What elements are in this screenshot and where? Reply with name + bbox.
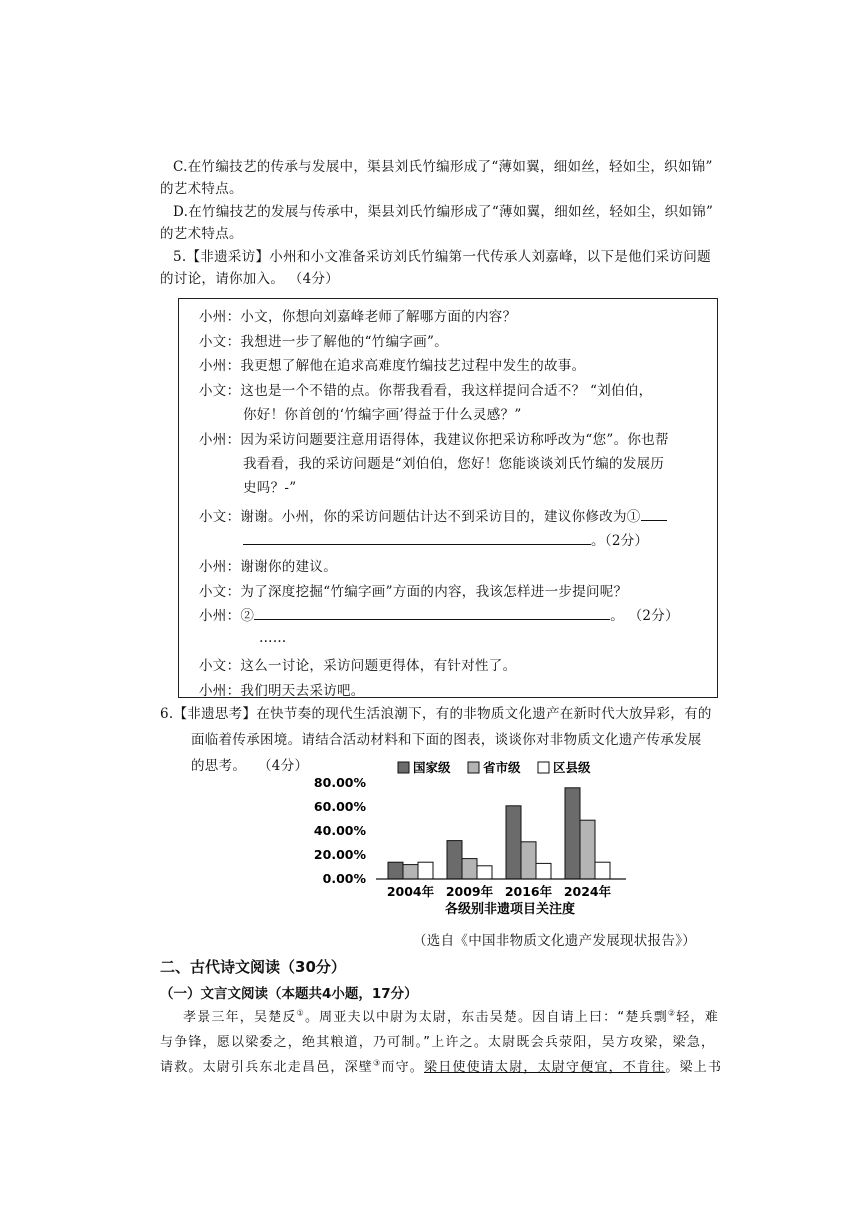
text: 孝景三年，吴楚反 — [183, 1010, 297, 1025]
classical-text-line3 — [160, 1056, 722, 1075]
option-c-line1: C.在竹编技艺的传承与发展中，渠县刘氏竹编形成了“薄如翼，细如丝，轻如尘，织如锦” — [173, 159, 713, 175]
dialog-line: 我看看，我的采访问题是“刘伯伯，您好！您能谈谈刘氏竹编的发展历 — [243, 456, 665, 472]
footnote-mark: ① — [296, 1008, 305, 1018]
classical-text-line1 — [183, 1006, 719, 1025]
dialog-line: 小文：为了深度挖掘“竹编字画”方面的内容，我该怎样进一步提问呢？ — [199, 584, 628, 600]
legend-label: 区县级 — [553, 760, 591, 775]
dialog-line: 小文：这么一讨论，采访问题更得体，有针对性了。 — [199, 658, 517, 674]
bar — [521, 842, 536, 879]
dialog-line: 小文：我想进一步了解他的“竹编字画”。 — [199, 334, 449, 350]
y-tick-label: 60.00% — [313, 799, 366, 814]
underlined-sentence: 梁日使使请太尉，太尉守便宜，不肯往 — [424, 1060, 666, 1075]
x-tick-label: 2004年 — [386, 884, 435, 899]
bar — [506, 806, 521, 879]
dialog-line: 小州：我们明天去采访吧。 — [199, 683, 365, 699]
section-title: 二、古代诗文阅读（30分） — [160, 958, 346, 976]
text: 而守。 — [381, 1060, 424, 1075]
dialog-line: 小州：因为采访问题要注意用语得体，我建议你把采访称呼改为“您”。你也帮 — [199, 432, 669, 448]
chart-source: （选自《中国非物质文化遗产发展现状报告》） — [413, 933, 697, 949]
option-c-line2: 的艺术特点。 — [160, 181, 243, 197]
dialog-line: 小州：我更想了解他在追求高难度竹编技艺过程中发生的故事。 — [199, 358, 586, 374]
q6-points: （4分） — [258, 758, 309, 774]
dialog-line: 小文：这也是一个不错的点。你帮我看看，我这样提问合适不？ “刘伯伯， — [199, 383, 653, 399]
x-axis-labels — [387, 884, 612, 899]
bar-chart — [300, 755, 640, 925]
q6-line1: 6.【非遗思考】在快节奏的现代生活浪潮下，有的非物质文化遗产在新时代大放异彩，有的 — [160, 706, 712, 722]
text: 请救。太尉引兵东北走昌邑，深壁 — [160, 1060, 374, 1075]
x-tick-label: 2016年 — [504, 884, 553, 899]
text: 。梁上书 — [665, 1060, 723, 1075]
y-tick-label: 80.00% — [313, 775, 366, 790]
text: 轻，难 — [676, 1010, 719, 1025]
dialog-line — [243, 529, 648, 549]
q6-line3: 的思考。 — [191, 758, 247, 774]
dialog-line: 小州：谢谢你的建议。 — [199, 559, 337, 575]
y-tick-label: 40.00% — [313, 823, 366, 838]
chart-legend — [398, 760, 591, 775]
bar — [477, 866, 492, 879]
answer-blank-1b[interactable] — [243, 530, 591, 545]
y-tick-label: 20.00% — [313, 847, 366, 862]
classical-text-line2: 与争锋，愿以梁委之，绝其粮道，乃可制。”上许之。太尉既会兵荥阳，吴方攻梁，梁急， — [160, 1035, 716, 1050]
chart-bars — [388, 788, 610, 879]
legend-label: 国家级 — [413, 760, 451, 775]
dialog-ellipsis: …… — [259, 630, 287, 646]
footnote-mark: ② — [667, 1008, 677, 1018]
bar — [403, 865, 418, 879]
dialog-text: 。 （2分） — [610, 608, 679, 624]
dialog-line: 小州：小文，你想向刘嘉峰老师了解哪方面的内容？ — [199, 309, 517, 325]
legend-swatch — [468, 762, 479, 773]
y-axis-ticks — [314, 775, 367, 886]
dialog-line — [199, 505, 667, 525]
chart-title: 各级别非遗项目关注度 — [444, 902, 576, 917]
bar — [536, 863, 551, 879]
answer-blank-2[interactable] — [254, 605, 610, 620]
dialog-line: 你好！你首创的‘竹编字画’得益于什么灵感？” — [243, 407, 522, 423]
bar — [447, 841, 462, 879]
legend-label: 省市级 — [483, 760, 521, 775]
text: 。周亚夫以中尉为太尉，东击吴楚。因自请上曰：“楚兵剽 — [304, 1010, 668, 1025]
option-d-line1: D.在竹编技艺的发展与传承中，渠县刘氏竹编形成了“薄如翼，细如丝，轻如尘，织如锦” — [173, 204, 714, 220]
bar — [388, 862, 403, 879]
bar — [418, 862, 433, 879]
legend-swatch — [398, 762, 409, 773]
q5-line2: 的讨论，请你加入。 （4分） — [160, 271, 340, 287]
option-d-line2: 的艺术特点。 — [160, 226, 243, 242]
footnote-mark: ③ — [373, 1058, 382, 1068]
x-tick-label: 2009年 — [445, 884, 494, 899]
dialog-line — [199, 604, 679, 624]
answer-blank-1a[interactable] — [641, 506, 667, 521]
x-tick-label: 2024年 — [563, 884, 612, 899]
dialog-box — [178, 298, 718, 698]
q5-line1: 5.【非遗采访】小州和小文准备采访刘氏竹编第一代传承人刘嘉峰，以下是他们采访问题 — [173, 249, 711, 265]
q6-line2: 面临着传承困境。请结合活动材料和下面的图表，谈谈你对非物质文化遗产传承发展 — [191, 732, 702, 748]
y-tick-label: 0.00% — [322, 871, 366, 886]
legend-swatch — [538, 762, 549, 773]
dialog-text: 小州：② — [199, 608, 255, 624]
bar — [580, 820, 595, 879]
bar — [462, 859, 477, 879]
dialog-text: 。（2分） — [591, 533, 649, 549]
subsection-title: （一）文言文阅读（本题共4小题，17分） — [160, 986, 418, 1002]
bar — [595, 862, 610, 879]
dialog-line: 史吗？-” — [243, 480, 297, 496]
bar — [565, 788, 580, 879]
dialog-text: 小文：谢谢。小州，你的采访问题估计达不到采访目的，建议你修改为① — [199, 509, 641, 525]
